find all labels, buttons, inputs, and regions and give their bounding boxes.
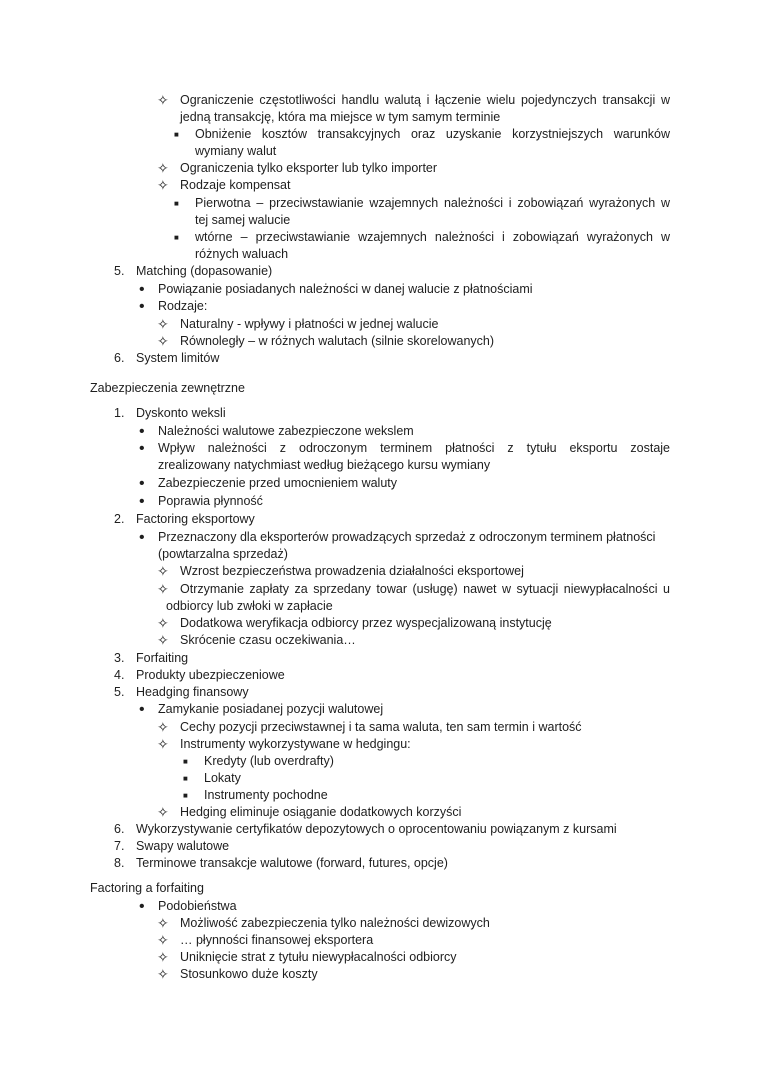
text-line: Podobieństwa [158, 899, 237, 913]
star-bullet-icon: ✧ [157, 632, 169, 648]
text-line: Należności walutowe zabezpieczone wekslem [158, 424, 414, 438]
text-line: Dyskonto weksli [136, 406, 226, 420]
round-bullet-icon: • [139, 493, 145, 510]
round-bullet-icon: • [139, 529, 145, 546]
text-line: (powtarzalna sprzedaż) [158, 547, 288, 561]
text-line: Wpływ należności z odroczonym terminem płatności z tytułu eksportu zostaje [158, 441, 670, 455]
text-line: Wykorzystywanie certyfikatów depozytowych o oprocentowaniu powiązanym z kursami [136, 822, 617, 836]
text-line: Kredyty (lub overdrafty) [204, 754, 334, 768]
text-line: Ograniczenia tylko eksporter lub tylko importer [180, 161, 438, 175]
text-line: Zabezpieczenie przed umocnieniem waluty [158, 476, 398, 490]
text-line: Headging finansowy [136, 685, 249, 699]
text-line: Instrumenty pochodne [204, 788, 328, 802]
text-line: Pierwotna – przeciwstawianie wzajemnych należności i zobowiązań wyrażonych w [195, 196, 670, 210]
square-bullet-icon: ■ [174, 233, 179, 242]
section-heading: Factoring a forfaiting [90, 881, 204, 895]
square-bullet-icon: ■ [174, 130, 179, 139]
round-bullet-icon: • [139, 475, 145, 492]
round-bullet-icon: • [139, 898, 145, 915]
list-number: 6. [114, 351, 125, 365]
text-line: odbiorcy lub zwłoki w zapłacie [166, 599, 333, 613]
star-bullet-icon: ✧ [157, 92, 169, 108]
list-number: 3. [114, 651, 125, 665]
text-line: Terminowe transakcje walutowe (forward, futures, opcje) [136, 856, 448, 870]
star-bullet-icon: ✧ [157, 316, 169, 332]
text-line: Swapy walutowe [136, 839, 230, 853]
section-heading: Zabezpieczenia zewnętrzne [90, 381, 245, 395]
star-bullet-icon: ✧ [157, 932, 169, 948]
text-line: Zamykanie posiadanej pozycji walutowej [158, 702, 384, 716]
list-number: 5. [114, 685, 125, 699]
star-bullet-icon: ✧ [157, 333, 169, 349]
text-line: tej samej walucie [195, 213, 291, 227]
text-line: Produkty ubezpieczeniowe [136, 668, 285, 682]
list-number: 2. [114, 512, 125, 526]
star-bullet-icon: ✧ [157, 966, 169, 982]
round-bullet-icon: • [139, 298, 145, 315]
list-number: 8. [114, 856, 125, 870]
text-line: Lokaty [204, 771, 241, 785]
text-line: System limitów [136, 351, 220, 365]
text-line: Factoring eksportowy [136, 512, 255, 526]
text-line: Hedging eliminuje osiąganie dodatkowych korzyści [180, 805, 462, 819]
text-line: Ograniczenie częstotliwości handlu walutą i łączenie wielu pojedynczych transakcji w [180, 93, 670, 107]
star-bullet-icon: ✧ [157, 581, 169, 597]
text-line: wtórne – przeciwstawianie wzajemnych należności i zobowiązań wyrażonych w [195, 230, 670, 244]
text-line: Poprawia płynność [158, 494, 263, 508]
round-bullet-icon: • [139, 440, 145, 457]
text-line: Możliwość zabezpieczenia tylko należności dewizowych [180, 916, 490, 930]
text-line: Skrócenie czasu oczekiwania… [180, 633, 356, 647]
list-number: 1. [114, 406, 125, 420]
text-line: Powiązanie posiadanych należności w danej walucie z płatnościami [158, 282, 533, 296]
text-line: Instrumenty wykorzystywane w hedgingu: [180, 737, 411, 751]
round-bullet-icon: • [139, 423, 145, 440]
square-bullet-icon: ■ [183, 791, 188, 800]
text-line: Równoległy – w różnych walutach (silnie skorelowanych) [180, 334, 495, 348]
text-line: Stosunkowo duże koszty [180, 967, 318, 981]
square-bullet-icon: ■ [183, 757, 188, 766]
text-line: Wzrost bezpieczeństwa prowadzenia działalności eksportowej [180, 564, 524, 578]
text-line: jedną transakcję, która ma miejsce w tym samym terminie [180, 110, 501, 124]
square-bullet-icon: ■ [183, 774, 188, 783]
text-line: Obniżenie kosztów transakcyjnych oraz uzyskanie korzystniejszych warunków [195, 127, 670, 141]
star-bullet-icon: ✧ [157, 160, 169, 176]
star-bullet-icon: ✧ [157, 719, 169, 735]
list-number: 7. [114, 839, 125, 853]
star-bullet-icon: ✧ [157, 177, 169, 193]
round-bullet-icon: • [139, 701, 145, 718]
text-line: wymiany walut [195, 144, 277, 158]
text-line: Rodzaje: [158, 299, 208, 313]
list-number: 6. [114, 822, 125, 836]
text-line: … płynności finansowej eksportera [180, 933, 374, 947]
star-bullet-icon: ✧ [157, 915, 169, 931]
text-line: Otrzymanie zapłaty za sprzedany towar (usługę) nawet w sytuacji niewypłacalności u [180, 582, 670, 596]
text-line: Forfaiting [136, 651, 189, 665]
star-bullet-icon: ✧ [157, 615, 169, 631]
text-line: Matching (dopasowanie) [136, 264, 273, 278]
text-line: Przeznaczony dla eksporterów prowadzących sprzedaż z odroczonym terminem płatności [158, 530, 656, 544]
text-line: zrealizowany natychmiast według bieżącego kursu wymiany [158, 458, 491, 472]
text-line: Naturalny - wpływy i płatności w jednej walucie [180, 317, 439, 331]
square-bullet-icon: ■ [174, 199, 179, 208]
text-line: Rodzaje kompensat [180, 178, 291, 192]
list-number: 5. [114, 264, 125, 278]
star-bullet-icon: ✧ [157, 736, 169, 752]
text-line: Dodatkowa weryfikacja odbiorcy przez wyspecjalizowaną instytucję [180, 616, 552, 630]
star-bullet-icon: ✧ [157, 804, 169, 820]
star-bullet-icon: ✧ [157, 563, 169, 579]
star-bullet-icon: ✧ [157, 949, 169, 965]
text-line: Cechy pozycji przeciwstawnej i ta sama waluta, ten sam termin i wartość [180, 720, 582, 734]
round-bullet-icon: • [139, 281, 145, 298]
text-line: Uniknięcie strat z tytułu niewypłacalności odbiorcy [180, 950, 457, 964]
text-line: różnych waluach [195, 247, 289, 261]
list-number: 4. [114, 668, 125, 682]
